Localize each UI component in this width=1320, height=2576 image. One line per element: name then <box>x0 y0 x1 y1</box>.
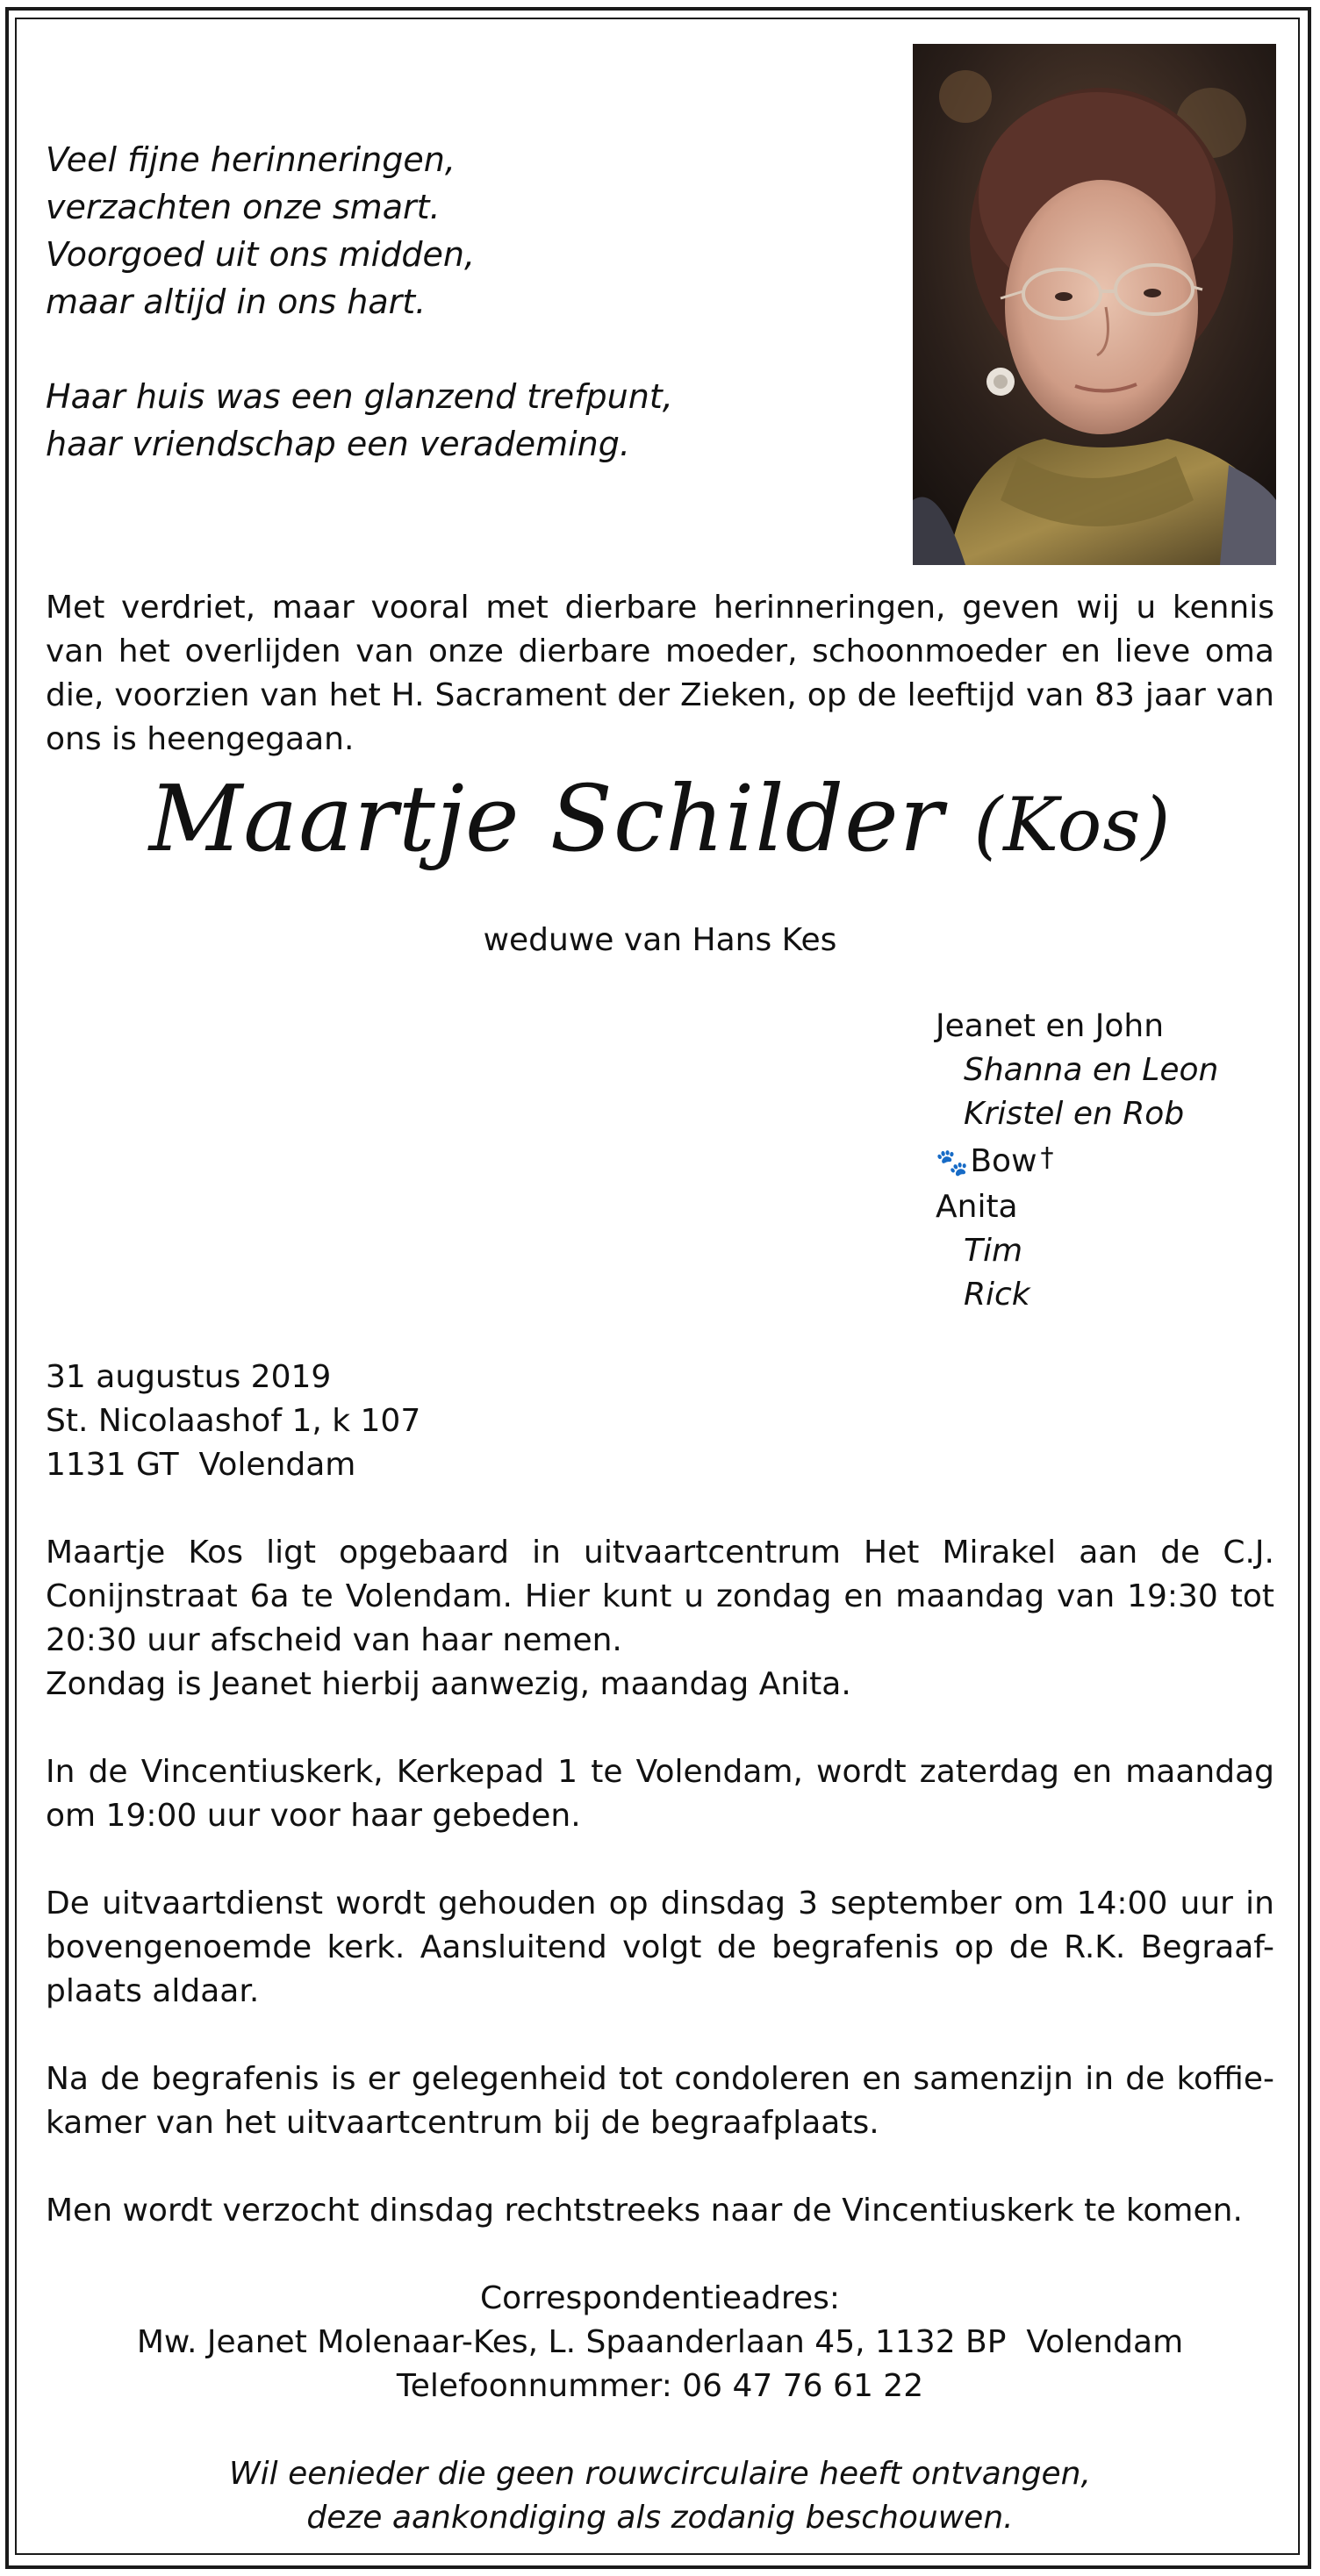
correspondence-address: Mw. Jeanet Molenaar-Kes, L. Spaanderlaan 45, 1132 BP Volendam <box>136 2324 1184 2360</box>
poem-line: Haar huis was een glanzend trefpunt, <box>46 377 673 416</box>
prayer-paragraph: In de Vincentiuskerk, Kerkepad 1 te Volendam, wordt zaterdag en maandag om 19:00 uur voor haar gebeden. <box>46 1754 1274 1834</box>
poem-line: Voorgoed uit ons midden, <box>46 235 476 274</box>
paw-icon: 🐾 <box>936 1148 969 1178</box>
intro-paragraph: Met verdriet, maar vooral met dierbare herinneringen, geven wij u kennis van het overlijden van onze dierbare moeder, schoonmoeder en lieve oma die, voorzien van het H. Sacrament der Zieken, op de leeftijd van 83 jaar van ons is heengegaan. <box>46 590 1274 757</box>
family-member: Tim <box>964 1233 1023 1269</box>
family-member: Anita <box>936 1189 1018 1225</box>
closing-note <box>0 2452 1320 2540</box>
correspondence-heading: Correspondentieadres: <box>480 2280 840 2316</box>
death-date: 31 augustus 2019 <box>46 1359 332 1395</box>
deceased-name <box>0 762 1320 882</box>
viewing-text: Maartje Kos ligt opgebaard in uitvaartcentrum Het Mirakel aan de C.J. Conijnstraat 6a te Volendam. Hier kunt u zondag en maandag van 19:30 tot 20:30 uur afscheid van haar nemen. <box>46 1535 1274 1658</box>
deceased-mark: † <box>1040 1142 1054 1173</box>
correspondence-phone: Telefoonnummer: 06 47 76 61 22 <box>396 2368 924 2404</box>
request-paragraph: Men wordt verzocht dinsdag rechtstreeks naar de Vincentiuskerk te komen. <box>46 2193 1243 2229</box>
widow-subtitle: weduwe van Hans Kes <box>483 922 837 958</box>
closing-line: Wil eenieder die geen rouwcirculaire heeft ontvangen, <box>229 2456 1091 2492</box>
poem-line: maar altijd in ons hart. <box>46 283 427 321</box>
viewing-paragraph <box>46 1531 1274 1707</box>
address-street: St. Nicolaashof 1, k 107 <box>46 1403 421 1439</box>
viewing-presence-text: Zondag is Jeanet hierbij aanwezig, maandag Anita. <box>46 1666 851 1702</box>
family-member: Jeanet en John <box>936 1008 1165 1044</box>
portrait-photo <box>913 44 1276 565</box>
poem-line: Veel fijne herinneringen, <box>46 140 456 179</box>
service-paragraph: De uitvaartdienst wordt gehouden op dinsdag 3 september om 14:00 uur in bovengenoemde kerk. Aansluitend volgt de begrafenis op de R.K. Begraaf-plaats aldaar. <box>46 1885 1274 2009</box>
portrait-illustration <box>913 44 1276 565</box>
condolence-paragraph: Na de begrafenis is er gelegenheid tot condoleren en samenzijn in de koffie-kamer van het uitvaartcentrum bij de begraafplaats. <box>46 2061 1274 2141</box>
poem <box>46 136 871 515</box>
family-list <box>936 1005 1304 1317</box>
poem-stanza-1 <box>46 136 871 326</box>
correspondence-block <box>0 2277 1320 2408</box>
family-member: Rick <box>964 1277 1030 1313</box>
address-city: 1131 GT Volendam <box>46 1447 356 1483</box>
poem-line: verzachten onze smart. <box>46 188 441 226</box>
funeral-details <box>46 1531 1274 2277</box>
deceased-name-text: Maartje Schilder <box>148 765 944 872</box>
poem-line: haar vriendschap een verademing. <box>46 425 630 463</box>
pet-name: Bow <box>970 1143 1037 1179</box>
closing-line: deze aankondiging als zodanig beschouwen. <box>306 2500 1014 2536</box>
family-member-pet <box>936 1136 1304 1185</box>
home-address <box>46 1356 748 1487</box>
family-member: Shanna en Leon <box>964 1052 1219 1088</box>
family-member: Kristel en Rob <box>964 1096 1185 1132</box>
poem-stanza-2 <box>46 373 871 468</box>
deceased-alias: (Kos) <box>973 782 1172 868</box>
